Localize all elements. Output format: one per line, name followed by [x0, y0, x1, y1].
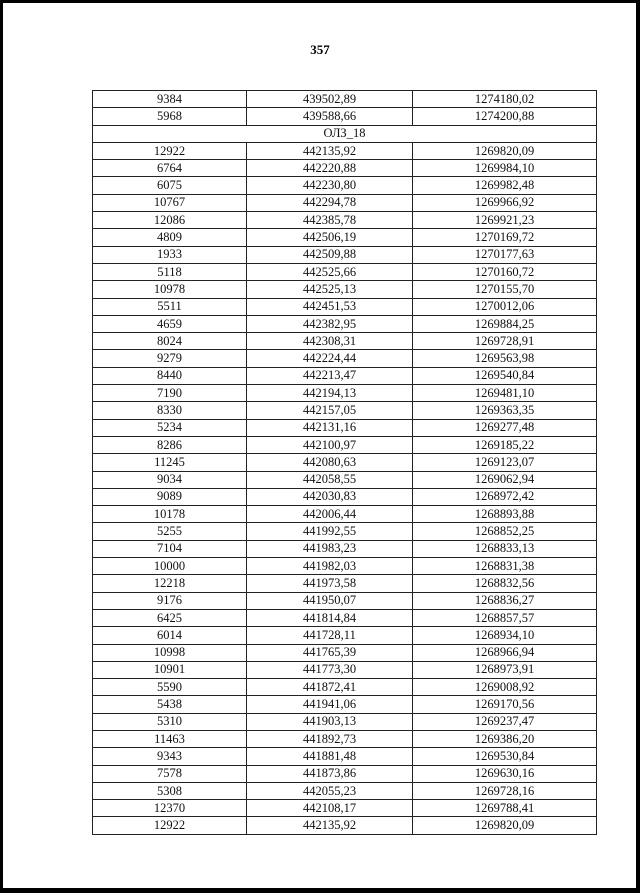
point-number-cell: 5255	[93, 523, 247, 540]
x-coordinate-cell: 442525,66	[247, 263, 413, 280]
x-coordinate-cell: 441728,11	[247, 627, 413, 644]
x-coordinate-cell: 441903,13	[247, 713, 413, 730]
x-coordinate-cell: 442294,78	[247, 194, 413, 211]
point-number-cell: 5968	[93, 108, 247, 125]
y-coordinate-cell: 1269728,16	[413, 782, 597, 799]
table-row	[93, 454, 597, 471]
table-row	[93, 800, 597, 817]
x-coordinate-cell: 442385,78	[247, 212, 413, 229]
point-number-cell: 12086	[93, 212, 247, 229]
point-number-cell: 9034	[93, 471, 247, 488]
scan-border-left	[0, 0, 3, 893]
table-row	[93, 160, 597, 177]
y-coordinate-cell: 1269788,41	[413, 800, 597, 817]
point-number-cell: 8286	[93, 436, 247, 453]
y-coordinate-cell: 1270169,72	[413, 229, 597, 246]
table-row	[93, 194, 597, 211]
y-coordinate-cell: 1269984,10	[413, 160, 597, 177]
x-coordinate-cell: 442451,53	[247, 298, 413, 315]
table-row	[93, 730, 597, 747]
table-row	[93, 402, 597, 419]
point-number-cell: 5308	[93, 782, 247, 799]
y-coordinate-cell: 1268966,94	[413, 644, 597, 661]
y-coordinate-cell: 1268857,57	[413, 609, 597, 626]
table-row	[93, 506, 597, 523]
x-coordinate-cell: 442030,83	[247, 488, 413, 505]
table-row	[93, 696, 597, 713]
point-number-cell: 12922	[93, 817, 247, 834]
table-row	[93, 488, 597, 505]
x-coordinate-cell: 441950,07	[247, 592, 413, 609]
y-coordinate-cell: 1268893,88	[413, 506, 597, 523]
y-coordinate-cell: 1269185,22	[413, 436, 597, 453]
y-coordinate-cell: 1269820,09	[413, 142, 597, 159]
x-coordinate-cell: 442135,92	[247, 817, 413, 834]
scan-border-right	[636, 0, 640, 893]
point-number-cell: 4659	[93, 315, 247, 332]
table-row	[93, 367, 597, 384]
point-number-cell: 5438	[93, 696, 247, 713]
table-row	[93, 229, 597, 246]
x-coordinate-cell: 441982,03	[247, 558, 413, 575]
table-row	[93, 471, 597, 488]
point-number-cell: 10000	[93, 558, 247, 575]
x-coordinate-cell: 439502,89	[247, 91, 413, 108]
table-row	[93, 246, 597, 263]
x-coordinate-cell: 441941,06	[247, 696, 413, 713]
y-coordinate-cell: 1269123,07	[413, 454, 597, 471]
point-number-cell: 6764	[93, 160, 247, 177]
table-row	[93, 350, 597, 367]
x-coordinate-cell: 439588,66	[247, 108, 413, 125]
x-coordinate-cell: 441872,41	[247, 679, 413, 696]
page-number: 357	[310, 42, 330, 57]
table-row	[93, 263, 597, 280]
x-coordinate-cell: 442055,23	[247, 782, 413, 799]
point-number-cell: 7190	[93, 385, 247, 402]
scan-border-bottom	[0, 888, 640, 893]
table-row	[93, 817, 597, 834]
point-number-cell: 8440	[93, 367, 247, 384]
point-number-cell: 9384	[93, 91, 247, 108]
point-number-cell: 10767	[93, 194, 247, 211]
y-coordinate-cell: 1269540,84	[413, 367, 597, 384]
y-coordinate-cell: 1268934,10	[413, 627, 597, 644]
table-row	[93, 627, 597, 644]
table-row	[93, 765, 597, 782]
point-number-cell: 7578	[93, 765, 247, 782]
x-coordinate-cell: 442224,44	[247, 350, 413, 367]
point-number-cell: 10998	[93, 644, 247, 661]
point-number-cell: 6425	[93, 609, 247, 626]
x-coordinate-cell: 442100,97	[247, 436, 413, 453]
y-coordinate-cell: 1269170,56	[413, 696, 597, 713]
y-coordinate-cell: 1274200,88	[413, 108, 597, 125]
section-row	[93, 125, 597, 142]
table-row	[93, 540, 597, 557]
section-title: ОЛЗ_18	[93, 125, 597, 142]
point-number-cell: 8024	[93, 333, 247, 350]
x-coordinate-cell: 442108,17	[247, 800, 413, 817]
table-row	[93, 713, 597, 730]
y-coordinate-cell: 1268833,13	[413, 540, 597, 557]
x-coordinate-cell: 441881,48	[247, 748, 413, 765]
table-row	[93, 644, 597, 661]
point-number-cell: 9279	[93, 350, 247, 367]
x-coordinate-cell: 442525,13	[247, 281, 413, 298]
y-coordinate-cell: 1270177,63	[413, 246, 597, 263]
x-coordinate-cell: 441992,55	[247, 523, 413, 540]
x-coordinate-cell: 442230,80	[247, 177, 413, 194]
y-coordinate-cell: 1268972,42	[413, 488, 597, 505]
y-coordinate-cell: 1269530,84	[413, 748, 597, 765]
table-row	[93, 436, 597, 453]
point-number-cell: 7104	[93, 540, 247, 557]
point-number-cell: 6075	[93, 177, 247, 194]
table-row	[93, 212, 597, 229]
table-row	[93, 91, 597, 108]
point-number-cell: 1933	[93, 246, 247, 263]
table-row	[93, 298, 597, 315]
table-row	[93, 592, 597, 609]
point-number-cell: 12922	[93, 142, 247, 159]
table-row	[93, 315, 597, 332]
coordinates-table-body	[93, 91, 597, 835]
table-row	[93, 782, 597, 799]
table-row	[93, 661, 597, 678]
x-coordinate-cell: 441892,73	[247, 730, 413, 747]
point-number-cell: 10901	[93, 661, 247, 678]
coordinates-table	[92, 90, 597, 835]
y-coordinate-cell: 1269921,23	[413, 212, 597, 229]
x-coordinate-cell: 441873,86	[247, 765, 413, 782]
y-coordinate-cell: 1274180,02	[413, 91, 597, 108]
point-number-cell: 4809	[93, 229, 247, 246]
table-row	[93, 748, 597, 765]
y-coordinate-cell: 1269363,35	[413, 402, 597, 419]
point-number-cell: 10978	[93, 281, 247, 298]
x-coordinate-cell: 441773,30	[247, 661, 413, 678]
table-row	[93, 281, 597, 298]
table-row	[93, 385, 597, 402]
y-coordinate-cell: 1268832,56	[413, 575, 597, 592]
y-coordinate-cell: 1269966,92	[413, 194, 597, 211]
y-coordinate-cell: 1269563,98	[413, 350, 597, 367]
x-coordinate-cell: 442080,63	[247, 454, 413, 471]
y-coordinate-cell: 1269481,10	[413, 385, 597, 402]
x-coordinate-cell: 441765,39	[247, 644, 413, 661]
x-coordinate-cell: 442194,13	[247, 385, 413, 402]
x-coordinate-cell: 442506,19	[247, 229, 413, 246]
point-number-cell: 5310	[93, 713, 247, 730]
x-coordinate-cell: 442509,88	[247, 246, 413, 263]
x-coordinate-cell: 442131,16	[247, 419, 413, 436]
point-number-cell: 5511	[93, 298, 247, 315]
table-row	[93, 609, 597, 626]
y-coordinate-cell: 1269237,47	[413, 713, 597, 730]
table-row	[93, 679, 597, 696]
x-coordinate-cell: 442220,88	[247, 160, 413, 177]
y-coordinate-cell: 1269820,09	[413, 817, 597, 834]
y-coordinate-cell: 1268852,25	[413, 523, 597, 540]
x-coordinate-cell: 441973,58	[247, 575, 413, 592]
point-number-cell: 11463	[93, 730, 247, 747]
y-coordinate-cell: 1269008,92	[413, 679, 597, 696]
table-row	[93, 333, 597, 350]
y-coordinate-cell: 1270155,70	[413, 281, 597, 298]
y-coordinate-cell: 1270160,72	[413, 263, 597, 280]
x-coordinate-cell: 442135,92	[247, 142, 413, 159]
y-coordinate-cell: 1269386,20	[413, 730, 597, 747]
table-row	[93, 108, 597, 125]
x-coordinate-cell: 441814,84	[247, 609, 413, 626]
y-coordinate-cell: 1269062,94	[413, 471, 597, 488]
point-number-cell: 12218	[93, 575, 247, 592]
point-number-cell: 9176	[93, 592, 247, 609]
table-row	[93, 142, 597, 159]
point-number-cell: 5118	[93, 263, 247, 280]
x-coordinate-cell: 442213,47	[247, 367, 413, 384]
y-coordinate-cell: 1269630,16	[413, 765, 597, 782]
point-number-cell: 5234	[93, 419, 247, 436]
x-coordinate-cell: 442006,44	[247, 506, 413, 523]
point-number-cell: 5590	[93, 679, 247, 696]
scan-border-top	[0, 0, 640, 3]
point-number-cell: 8330	[93, 402, 247, 419]
x-coordinate-cell: 441983,23	[247, 540, 413, 557]
x-coordinate-cell: 442157,05	[247, 402, 413, 419]
x-coordinate-cell: 442382,95	[247, 315, 413, 332]
y-coordinate-cell: 1268973,91	[413, 661, 597, 678]
y-coordinate-cell: 1270012,06	[413, 298, 597, 315]
table-row	[93, 558, 597, 575]
y-coordinate-cell: 1268831,38	[413, 558, 597, 575]
point-number-cell: 9343	[93, 748, 247, 765]
table-row	[93, 523, 597, 540]
point-number-cell: 12370	[93, 800, 247, 817]
table-row	[93, 575, 597, 592]
point-number-cell: 6014	[93, 627, 247, 644]
point-number-cell: 11245	[93, 454, 247, 471]
table-row	[93, 177, 597, 194]
y-coordinate-cell: 1269728,91	[413, 333, 597, 350]
table-row	[93, 419, 597, 436]
point-number-cell: 9089	[93, 488, 247, 505]
y-coordinate-cell: 1268836,27	[413, 592, 597, 609]
x-coordinate-cell: 442058,55	[247, 471, 413, 488]
y-coordinate-cell: 1269277,48	[413, 419, 597, 436]
x-coordinate-cell: 442308,31	[247, 333, 413, 350]
y-coordinate-cell: 1269884,25	[413, 315, 597, 332]
point-number-cell: 10178	[93, 506, 247, 523]
y-coordinate-cell: 1269982,48	[413, 177, 597, 194]
